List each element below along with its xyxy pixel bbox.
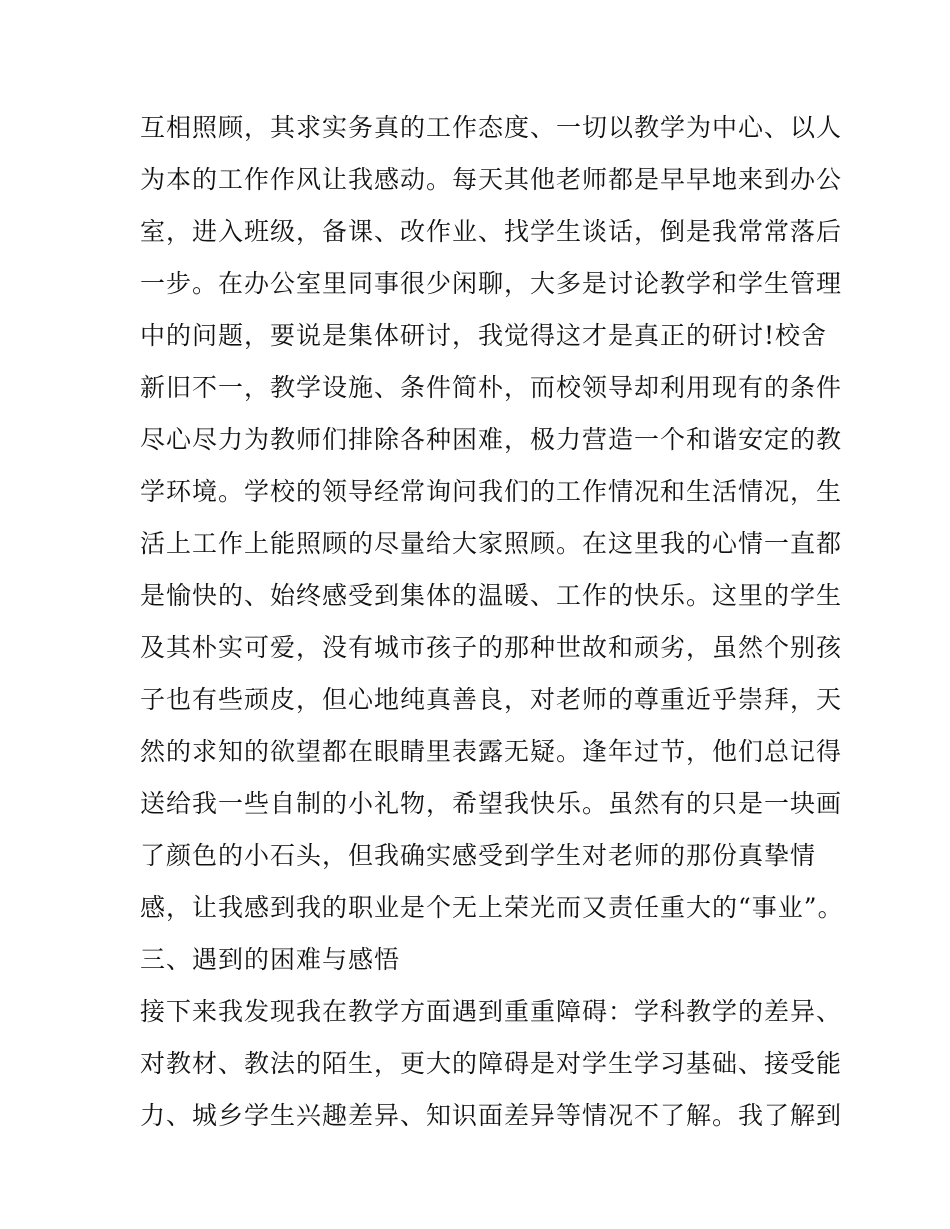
text-line: 及其朴实可爱，没有城市孩子的那种世故和顽劣，虽然个别孩 (140, 633, 843, 662)
text-line: 感，让我感到我的职业是个无上荣光而又责任重大的“事业”。 (140, 893, 844, 922)
text-line: 是愉快的、始终感受到集体的温暖、工作的快乐。这里的学生 (140, 581, 843, 610)
text-line: 室，进入班级，备课、改作业、找学生谈话，倒是我常常落后 (140, 217, 843, 246)
text-line: 尽心尽力为教师们排除各种困难，极力营造一个和谐安定的教 (140, 425, 843, 454)
text-line: 送给我一些自制的小礼物，希望我快乐。虽然有的只是一块画 (140, 789, 843, 818)
text-line: 一步。在办公室里同事很少闲聊，大多是讨论教学和学生管理 (140, 269, 843, 298)
text-line: 然的求知的欲望都在眼睛里表露无疑。逢年过节，他们总记得 (140, 737, 843, 766)
text-line: 力、城乡学生兴趣差异、知识面差异等情况不了解。我了解到 (140, 1101, 843, 1130)
text-line: 学环境。学校的领导经常询问我们的工作情况和生活情况，生 (140, 477, 843, 506)
text-line: 为本的工作作风让我感动。每天其他老师都是早早地来到办公 (140, 165, 843, 194)
text-line: 了颜色的小石头，但我确实感受到学生对老师的那份真挚情 (140, 841, 817, 870)
text-line: 中的问题，要说是集体研讨，我觉得这才是真正的研讨!校舍 (140, 321, 828, 350)
text-line: 新旧不一，教学设施、条件简朴，而校领导却利用现有的条件 (140, 373, 843, 402)
section-heading: 三、遇到的困难与感悟 (140, 945, 401, 974)
text-line: 对教材、教法的陌生，更大的障碍是对学生学习基础、接受能 (140, 1049, 843, 1078)
text-line: 接下来我发现我在教学方面遇到重重障碍：学科教学的差异、 (140, 997, 843, 1026)
body-text (140, 102, 844, 1142)
text-line: 互相照顾，其求实务真的工作态度、一切以教学为中心、以人 (140, 113, 843, 142)
text-line: 子也有些顽皮，但心地纯真善良，对老师的尊重近乎崇拜，天 (140, 685, 843, 714)
text-line: 活上工作上能照顾的尽量给大家照顾。在这里我的心情一直都 (140, 529, 843, 558)
